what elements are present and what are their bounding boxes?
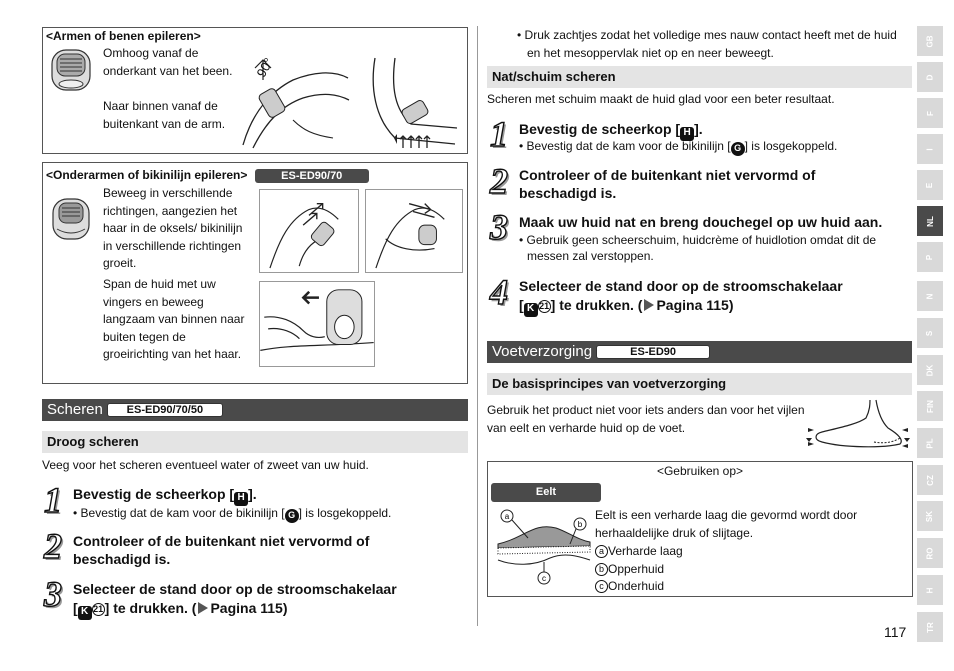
legend-a bbox=[595, 543, 683, 561]
scheren-step-1-bullet bbox=[73, 505, 391, 523]
lang-tab-pl-label: PL bbox=[925, 437, 935, 449]
nat-step-3-number: 3 bbox=[490, 207, 508, 247]
model-badge-ed90-70: ES-ED90/70 bbox=[255, 169, 369, 183]
key-h-icon: H bbox=[680, 127, 694, 141]
droog-scheren-heading: Droog scheren bbox=[42, 431, 468, 453]
nat-step-4-line2 bbox=[519, 296, 734, 317]
lang-tab-tr[interactable] bbox=[917, 612, 943, 642]
scheren-step-2-number: 2 bbox=[44, 526, 62, 566]
lang-tab-h[interactable] bbox=[917, 575, 943, 605]
angle-label: 90° bbox=[253, 55, 277, 80]
lang-tab-dk[interactable] bbox=[917, 355, 943, 385]
leg-epilation-illustration bbox=[233, 50, 353, 150]
svg-text:a: a bbox=[504, 512, 510, 521]
onderarmen-box bbox=[42, 162, 468, 384]
nat-step-2-text: Controleer of de buitenkant niet vervormd of beschadigd is. bbox=[519, 167, 816, 201]
lang-tab-tr-label: TR bbox=[925, 621, 935, 633]
lang-tab-ro-label: RO bbox=[925, 547, 935, 559]
nat-step-1-bullet bbox=[519, 138, 837, 156]
lang-tab-nl[interactable] bbox=[917, 206, 943, 236]
lang-tab-s-label: S bbox=[925, 330, 935, 336]
scheren-step-3-number: 3 bbox=[44, 574, 62, 614]
lang-tab-nl-label: NL bbox=[925, 215, 935, 227]
scheren-step-3-page-link[interactable]: Pagina 115) bbox=[210, 600, 288, 616]
scheren-step-3-pre: [ bbox=[73, 600, 78, 616]
legend-b-mark: b bbox=[595, 563, 608, 576]
scheren-step-1-pre: Bevestig de scheerkop [ bbox=[73, 486, 235, 502]
voet-intro: Gebruik het product niet voor iets anders dan voor het vijlen van eelt en verharde huid op de voet. bbox=[487, 403, 805, 435]
gebruiken-op-title: <Gebruiken op> bbox=[656, 464, 744, 478]
legend-c-mark: c bbox=[595, 580, 608, 593]
scheren-step-2-text: Controleer of de buitenkant niet vervormd of beschadigd is. bbox=[73, 533, 370, 567]
voetverzorging-heading-text: Voetverzorging bbox=[492, 343, 593, 360]
model-badge-ed90-70-50: ES-ED90/70/50 bbox=[107, 403, 223, 417]
nat-step-4-page-link[interactable]: Pagina 115) bbox=[656, 297, 734, 313]
lang-tab-pl[interactable] bbox=[917, 428, 943, 458]
lang-tab-ro[interactable] bbox=[917, 538, 943, 568]
lang-tab-i[interactable] bbox=[917, 134, 943, 164]
armen-benen-text2: Naar binnen vanaf de buitenkant van de arm. bbox=[103, 99, 226, 131]
voet-basis-heading: De basisprincipes van voetverzorging bbox=[487, 373, 912, 395]
onderarmen-title-text: <Onderarmen of bikinilijn epileren> bbox=[46, 168, 248, 182]
lang-tab-dk-label: DK bbox=[925, 364, 935, 376]
lang-tab-i-label: I bbox=[925, 147, 935, 151]
page-number: 117 bbox=[884, 624, 907, 640]
scheren-step-3-line1: Selecteer de stand door op de stroomschakelaar bbox=[73, 581, 397, 597]
circled-21-icon: 21 bbox=[93, 604, 104, 614]
lang-tab-n[interactable] bbox=[917, 281, 943, 311]
scheren-heading bbox=[42, 399, 468, 421]
legend-b-text: Opperhuid bbox=[608, 562, 665, 576]
column-divider bbox=[477, 26, 478, 626]
lang-tab-d-label: D bbox=[925, 74, 935, 80]
lang-tab-cz-label: CZ bbox=[925, 474, 935, 486]
nat-top-bullet: • Druk zachtjes zodat het volledige mes nauw contact heeft met de huid en het mesoppervlak niet op en neer beweegt. bbox=[517, 28, 897, 60]
armen-benen-box bbox=[42, 27, 468, 154]
onderarmen-title bbox=[46, 168, 369, 183]
key-h-icon: H bbox=[234, 492, 248, 506]
arm-epilation-illustration bbox=[355, 48, 463, 152]
lang-tab-f-label: F bbox=[925, 110, 935, 116]
scheren-heading-text: Scheren bbox=[47, 401, 103, 418]
nat-schuim-intro: Scheren met schuim maakt de huid glad voor een beter resultaat. bbox=[487, 92, 835, 106]
lang-tab-e[interactable] bbox=[917, 170, 943, 200]
skin-stretch-illustration bbox=[259, 281, 375, 367]
lang-tab-d[interactable] bbox=[917, 62, 943, 92]
key-k-icon: K bbox=[78, 606, 92, 620]
key-k-icon: K bbox=[524, 303, 538, 317]
lang-tab-p[interactable] bbox=[917, 242, 943, 272]
underarm-illustration-2 bbox=[365, 189, 463, 273]
gebruiken-op-box bbox=[487, 461, 913, 597]
epilator-head-icon bbox=[49, 46, 93, 94]
armen-benen-text1: Omhoog vanaf de onderkant van het been. bbox=[103, 46, 233, 78]
scheren-step-1-bullet-post: ] is losgekoppeld. bbox=[298, 506, 392, 520]
droog-scheren-intro: Veeg voor het scheren eventueel water of zweet van uw huid. bbox=[42, 458, 369, 472]
onderarmen-text2: Span de huid met uw vingers en beweeg langzaam van binnen naar buiten tegen de groeirichting van het haar. bbox=[103, 277, 245, 362]
arrow-right-icon bbox=[198, 602, 208, 614]
legend-c-text: Onderhuid bbox=[608, 579, 665, 593]
voetverzorging-heading bbox=[487, 341, 912, 363]
lang-tab-e-label: E bbox=[925, 182, 935, 188]
lang-tab-p-label: P bbox=[925, 254, 935, 260]
scheren-step-1-number: 1 bbox=[44, 480, 62, 520]
lang-tab-f[interactable] bbox=[917, 98, 943, 128]
lang-tab-gb-label: GB bbox=[925, 35, 935, 47]
nat-schuim-heading: Nat/schuim scheren bbox=[487, 66, 912, 88]
svg-text:b: b bbox=[577, 520, 583, 529]
foot-illustration bbox=[804, 398, 912, 452]
nat-step-4-post: ] te drukken. ( bbox=[550, 297, 643, 313]
lang-tab-sk-label: SK bbox=[925, 510, 935, 522]
lang-tab-sk[interactable] bbox=[917, 501, 943, 531]
nat-step-1-post: ]. bbox=[694, 121, 703, 137]
underarm-illustration-1 bbox=[259, 189, 359, 273]
scheren-step-1-post: ]. bbox=[248, 486, 257, 502]
key-g-icon: G bbox=[285, 509, 299, 523]
nat-step-1-bullet-pre: • Bevestig dat de kam voor de bikinilijn [ bbox=[519, 139, 731, 153]
lang-tab-h-label: H bbox=[925, 587, 935, 593]
model-badge-ed90: ES-ED90 bbox=[596, 345, 710, 359]
lang-tab-fin-label: FIN bbox=[925, 399, 935, 413]
nat-step-3-bullet: • Gebruik geen scheerschuim, huidcrème of huidlotion omdat dit de messen zal verstoppen. bbox=[519, 233, 877, 263]
arrow-right-icon bbox=[644, 299, 654, 311]
scheren-step-3-post: ] te drukken. ( bbox=[104, 600, 197, 616]
eelt-tag: Eelt bbox=[491, 483, 601, 502]
circled-21-icon: 21 bbox=[539, 301, 550, 311]
nat-step-3-text: Maak uw huid nat en breng douchegel op uw huid aan. bbox=[519, 214, 883, 230]
onderarmen-text1: Beweeg in verschillende richtingen, aangezien het haar in de oksels/ bikinilijn in verschillende richtingen groeit. bbox=[103, 186, 243, 271]
scheren-step-1-text bbox=[73, 485, 257, 506]
legend-a-text: Verharde laag bbox=[608, 544, 683, 558]
scheren-step-1-bullet-pre: • Bevestig dat de kam voor de bikinilijn [ bbox=[73, 506, 285, 520]
lang-tab-cz[interactable] bbox=[917, 465, 943, 495]
key-g-icon: G bbox=[731, 142, 745, 156]
nat-step-2-number: 2 bbox=[490, 161, 508, 201]
lang-tab-gb[interactable] bbox=[917, 26, 943, 56]
nat-step-1-bullet-post: ] is losgekoppeld. bbox=[744, 139, 838, 153]
nat-step-1-pre: Bevestig de scheerkop [ bbox=[519, 121, 681, 137]
scheren-step-3-line2 bbox=[73, 599, 288, 620]
nat-step-1-number: 1 bbox=[490, 114, 508, 154]
armen-benen-title: <Armen of benen epileren> bbox=[46, 29, 201, 43]
skin-layers-diagram bbox=[494, 508, 594, 586]
legend-b bbox=[595, 561, 664, 579]
epilator-cap-icon bbox=[49, 193, 93, 243]
legend-a-mark: a bbox=[595, 545, 608, 558]
lang-tab-s[interactable] bbox=[917, 318, 943, 348]
nat-step-4-number: 4 bbox=[490, 272, 508, 312]
nat-step-4-pre: [ bbox=[519, 297, 524, 313]
lang-tab-fin[interactable] bbox=[917, 391, 943, 421]
nat-step-4-line1: Selecteer de stand door op de stroomschakelaar bbox=[519, 278, 843, 294]
lang-tab-n-label: N bbox=[925, 293, 935, 299]
eelt-description: Eelt is een verharde laag die gevormd wordt door herhaaldelijke druk of slijtage. bbox=[595, 508, 858, 540]
svg-text:c: c bbox=[542, 574, 546, 583]
legend-c bbox=[595, 578, 664, 596]
